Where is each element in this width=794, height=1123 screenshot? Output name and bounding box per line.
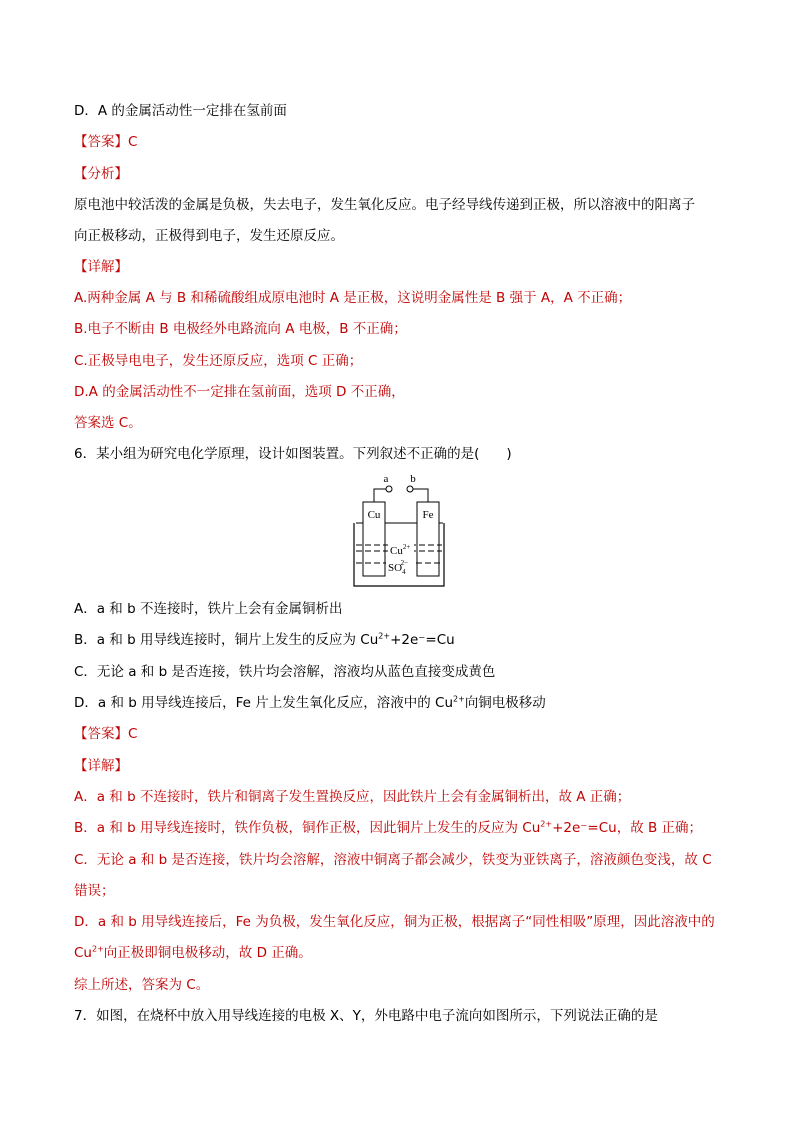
q6-detail-d-line2: $Cu^{2+}$向正极即铜电极移动，故 D 正确。 (74, 944, 312, 961)
q7-stem: 7．如图，在烧杯中放入用导线连接的电极 X、Y，外电路中电子流向如图所示，下列说法正确的是 (74, 1008, 658, 1024)
fe-electrode-label: Fe (422, 509, 434, 521)
wire-right (413, 489, 428, 502)
q5-detail-b: B.电子不断由 B 电极经外电路流向 A 电极，B 不正确； (74, 321, 407, 337)
q6-option-a: A．a 和 b 不连接时，铁片上会有金属铜析出 (74, 601, 343, 617)
terminal-b-node (407, 486, 413, 492)
q5-detail-a: A.两种金属 A 与 B 和稀硫酸组成原电池时 A 是正极，这说明金属性是 B 强于 A，A 不正确； (74, 290, 632, 306)
terminal-a-label: a (383, 473, 389, 485)
q6-stem: 6．某小组为研究电化学原理，设计如图装置。下列叙述不正确的是( ) (74, 446, 512, 462)
q5-analysis-tag: 【分析】 (74, 166, 128, 182)
q6-option-d: D．a 和 b 用导线连接后，Fe 片上发生氧化反应，溶液中的 $Cu^{2+}$向铜电极移动 (74, 694, 546, 711)
q6-detail-c-line1: C．无论 a 和 b 是否连接，铁片均会溶解，溶液中铜离子都会减少，铁变为亚铁离子，溶液颜色变浅，故 C (74, 852, 712, 868)
q6-detail-c-line2: 错误； (74, 883, 115, 899)
cu-electrode-label: Cu (367, 509, 381, 521)
terminal-a-node (386, 486, 392, 492)
q6-detail-a: A．a 和 b 不连接时，铁片和铜离子发生置换反应，因此铁片上会有金属铜析出，故 A 正确； (74, 789, 631, 805)
answer-value: C (128, 726, 138, 742)
q5-detail-d: D.A 的金属活动性不一定排在氢前面，选项 D 不正确， (74, 384, 405, 400)
q6-detail-d-line1: D．a 和 b 用导线连接后，Fe 为负极，发生氧化反应，铜为正极，根据离子“同性相吸”原理，因此溶液中的 (74, 914, 715, 930)
q6-option-c: C．无论 a 和 b 是否连接，铁片均会溶解，溶液均从蓝色直接变成黄色 (74, 664, 496, 680)
answer-value: C (128, 134, 138, 150)
q5-detail-c: C.正极导电电子，发生还原反应，选项 C 正确； (74, 353, 363, 369)
answer-tag: 【答案】 (74, 726, 128, 742)
q5-detail-tag: 【详解】 (74, 259, 128, 275)
terminal-b-label: b (410, 473, 416, 485)
answer-tag: 【答案】 (74, 134, 128, 150)
q5-conclusion: 答案选 C。 (74, 415, 142, 431)
sulfate-ion-label: $SO_42-$ (388, 559, 409, 576)
q5-analysis-line1: 原电池中较活泼的金属是负极，失去电子，发生氧化反应。电子经导线传递到正极，所以溶液中的阳离子 (74, 197, 695, 213)
q5-answer (74, 133, 137, 151)
q6-option-b: B．a 和 b 用导线连接时，铜片上发生的反应为 $Cu^{2+}+2e^-=Cu$ (74, 631, 455, 648)
q5-analysis-line2: 向正极移动，正极得到电子，发生还原反应。 (74, 228, 344, 244)
q6-detail-tag: 【详解】 (74, 758, 128, 774)
q6-conclusion: 综上所述，答案为 C。 (74, 977, 210, 993)
cu2plus-ion-label: $Cu^{2+}$ (390, 543, 411, 557)
q6-detail-b: B．a 和 b 用导线连接时，铁作负极，铜作正极，因此铜片上发生的反应为 $Cu^{2+}+2e^-=Cu$，故 B 正确； (74, 819, 703, 836)
electrochemistry-apparatus-diagram (352, 470, 447, 590)
wire-left (374, 489, 386, 502)
q5-option-d: D．A 的金属活动性一定排在氢前面 (74, 103, 287, 119)
q6-answer (74, 725, 137, 743)
